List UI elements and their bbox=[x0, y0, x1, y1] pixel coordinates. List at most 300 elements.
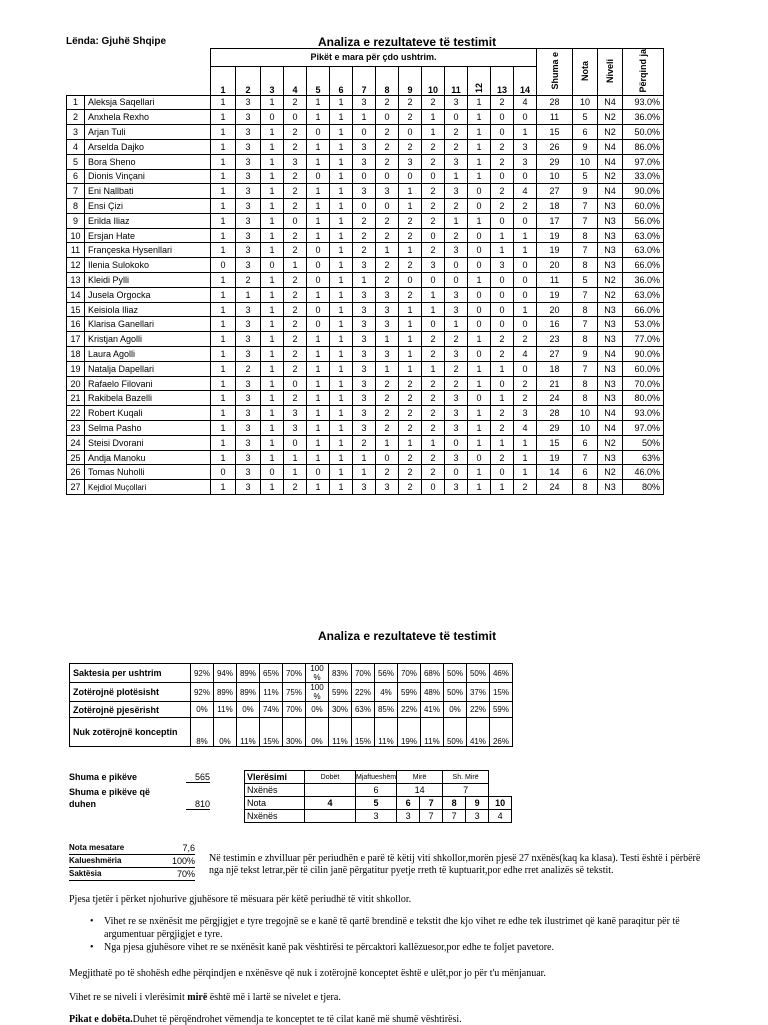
score-cell: 3 bbox=[445, 391, 468, 406]
score-cell: 3 bbox=[376, 184, 399, 199]
score-cell: 3 bbox=[445, 480, 468, 495]
table-row bbox=[67, 169, 664, 184]
score-cell: 2 bbox=[376, 391, 399, 406]
shuma-header bbox=[537, 49, 573, 96]
score-cell: 2 bbox=[422, 421, 445, 436]
score-cell: 1 bbox=[468, 139, 491, 154]
score-cell: 1 bbox=[307, 421, 330, 436]
sum-cell: 20 bbox=[537, 258, 573, 273]
grade-cell: 7 bbox=[573, 213, 598, 228]
percent-cell: 11% bbox=[329, 718, 352, 747]
sum-cell: 29 bbox=[537, 154, 573, 169]
percent-cell: 92% bbox=[191, 683, 214, 702]
stat-row bbox=[69, 868, 195, 881]
row-number: 3 bbox=[67, 125, 85, 140]
row-number: 26 bbox=[67, 465, 85, 480]
score-cell: 2 bbox=[514, 332, 537, 347]
student-name: Selma Pasho bbox=[85, 421, 211, 436]
percent-cell: 4% bbox=[375, 683, 398, 702]
sum-cell: 28 bbox=[537, 406, 573, 421]
level-cell: N3 bbox=[598, 258, 623, 273]
grade-cell: 7 bbox=[573, 361, 598, 376]
score-cell: 3 bbox=[236, 213, 261, 228]
table-row bbox=[67, 480, 664, 495]
score-cell: 3 bbox=[353, 332, 376, 347]
student-name: Kleidi Pylli bbox=[85, 273, 211, 288]
row-label-nxenes: Nxënës bbox=[245, 784, 305, 797]
score-cell: 1 bbox=[399, 361, 422, 376]
row-number: 15 bbox=[67, 302, 85, 317]
score-cell: 1 bbox=[399, 199, 422, 214]
score-cell: 1 bbox=[284, 450, 307, 465]
sum-cell: 23 bbox=[537, 332, 573, 347]
score-cell: 3 bbox=[236, 243, 261, 258]
score-cell: 3 bbox=[236, 435, 261, 450]
percent-cell: 83% bbox=[329, 664, 352, 683]
score-cell: 1 bbox=[468, 154, 491, 169]
perqindja-header-text: Përqind ja bbox=[638, 49, 648, 93]
score-cell: 1 bbox=[353, 273, 376, 288]
score-cell: 1 bbox=[445, 169, 468, 184]
score-cell: 2 bbox=[399, 391, 422, 406]
score-cell: 1 bbox=[307, 361, 330, 376]
score-cell: 3 bbox=[353, 184, 376, 199]
stats-block bbox=[69, 842, 195, 881]
p4-text: Duhet të përqëndrohet vëmendja te konceptet te të cilat kanë më shumë vështirësi. bbox=[132, 1014, 462, 1025]
student-name: Arjan Tuli bbox=[85, 125, 211, 140]
score-cell: 1 bbox=[330, 317, 353, 332]
score-cell: 2 bbox=[422, 154, 445, 169]
score-cell: 1 bbox=[330, 480, 353, 495]
score-cell: 3 bbox=[236, 228, 261, 243]
stat-value: 100% bbox=[171, 856, 195, 866]
score-cell: 1 bbox=[261, 302, 284, 317]
row-number: 13 bbox=[67, 273, 85, 288]
score-cell: 0 bbox=[491, 376, 514, 391]
score-cell: 1 bbox=[445, 213, 468, 228]
row-number: 16 bbox=[67, 317, 85, 332]
score-cell: 1 bbox=[261, 273, 284, 288]
score-cell: 4 bbox=[514, 95, 537, 110]
grade-cell: 9 bbox=[573, 139, 598, 154]
count-mjaftueshem: 6 bbox=[356, 784, 397, 797]
score-cell: 1 bbox=[307, 406, 330, 421]
score-cell: 1 bbox=[468, 435, 491, 450]
required-sum-label: Shuma e pikëve që duhen bbox=[69, 787, 151, 809]
score-cell: 0 bbox=[307, 302, 330, 317]
score-cell: 1 bbox=[468, 95, 491, 110]
row-number: 11 bbox=[67, 243, 85, 258]
percent-cell: 77.0% bbox=[623, 332, 664, 347]
student-name: Erilda Iliaz bbox=[85, 213, 211, 228]
score-cell: 3 bbox=[236, 258, 261, 273]
score-cell: 3 bbox=[353, 406, 376, 421]
score-cell: 0 bbox=[514, 213, 537, 228]
percent-cell: 90.0% bbox=[623, 347, 664, 362]
exercise-number-3: 3 bbox=[261, 66, 284, 95]
score-cell: 3 bbox=[236, 332, 261, 347]
percent-cell: 46.0% bbox=[623, 465, 664, 480]
percent-cell: 66.0% bbox=[623, 302, 664, 317]
score-cell: 2 bbox=[353, 228, 376, 243]
score-cell: 2 bbox=[284, 243, 307, 258]
grade-cell: 7 bbox=[573, 317, 598, 332]
percent-cell: 0% bbox=[444, 702, 467, 718]
table-row bbox=[67, 391, 664, 406]
row-label: Saktesia per ushtrim bbox=[70, 664, 191, 683]
exercise-number-13: 13 bbox=[491, 66, 514, 95]
score-cell: 2 bbox=[376, 154, 399, 169]
percent-cell: 0% bbox=[306, 718, 329, 747]
percent-cell: 56.0% bbox=[623, 213, 664, 228]
score-cell: 1 bbox=[445, 317, 468, 332]
table-row bbox=[67, 258, 664, 273]
score-cell: 0 bbox=[491, 287, 514, 302]
percent-cell: 33.0% bbox=[623, 169, 664, 184]
sum-value: 565 bbox=[186, 772, 210, 783]
header-vleresimi: Vlerësimi bbox=[245, 771, 305, 784]
row-label: Nuk zotërojnë konceptin bbox=[70, 718, 191, 747]
score-cell: 0 bbox=[211, 258, 236, 273]
level-cell: N2 bbox=[598, 169, 623, 184]
sum-cell: 19 bbox=[537, 287, 573, 302]
score-cell: 0 bbox=[422, 273, 445, 288]
score-cell: 2 bbox=[284, 317, 307, 332]
score-cell: 1 bbox=[307, 376, 330, 391]
student-name: Rafaelo Filovani bbox=[85, 376, 211, 391]
score-cell: 2 bbox=[445, 376, 468, 391]
score-cell: 2 bbox=[399, 95, 422, 110]
score-cell: 1 bbox=[468, 465, 491, 480]
score-cell: 0 bbox=[468, 450, 491, 465]
score-cell: 2 bbox=[399, 213, 422, 228]
score-cell: 3 bbox=[376, 287, 399, 302]
score-cell: 2 bbox=[399, 258, 422, 273]
score-cell: 1 bbox=[307, 287, 330, 302]
score-cell: 2 bbox=[491, 421, 514, 436]
score-cell: 0 bbox=[307, 317, 330, 332]
score-cell: 0 bbox=[307, 465, 330, 480]
score-cell: 1 bbox=[330, 376, 353, 391]
percent-cell: 66.0% bbox=[623, 258, 664, 273]
grade-cell: 6 bbox=[573, 465, 598, 480]
exercise-number-12 bbox=[468, 66, 491, 95]
score-cell: 2 bbox=[284, 347, 307, 362]
row-label-nxenes: Nxënës bbox=[245, 810, 305, 823]
percent-cell: 65% bbox=[260, 664, 283, 683]
score-cell: 1 bbox=[330, 95, 353, 110]
score-cell: 1 bbox=[399, 184, 422, 199]
sum-cell: 28 bbox=[537, 95, 573, 110]
percent-cell: 0% bbox=[306, 702, 329, 718]
score-cell: 3 bbox=[353, 347, 376, 362]
percent-cell: 53.0% bbox=[623, 317, 664, 332]
score-cell: 3 bbox=[445, 302, 468, 317]
score-cell: 1 bbox=[261, 213, 284, 228]
student-name: Jusela Orgocka bbox=[85, 287, 211, 302]
percent-cell: 30% bbox=[283, 718, 306, 747]
stat-label: Kalueshmëria bbox=[69, 856, 122, 865]
score-cell: 1 bbox=[284, 258, 307, 273]
percent-cell: 11% bbox=[237, 718, 260, 747]
score-cell: 0 bbox=[376, 169, 399, 184]
score-cell: 1 bbox=[211, 213, 236, 228]
stat-value: 7,6 bbox=[182, 843, 195, 853]
score-cell: 0 bbox=[445, 465, 468, 480]
score-cell: 1 bbox=[211, 332, 236, 347]
score-cell: 1 bbox=[261, 421, 284, 436]
score-cell: 0 bbox=[284, 435, 307, 450]
row-label: Zotërojnë pjesërisht bbox=[70, 702, 191, 718]
score-cell: 1 bbox=[376, 332, 399, 347]
score-cell: 2 bbox=[422, 406, 445, 421]
exercise-group-header: Pikët e mara për çdo ushtrim. bbox=[211, 49, 537, 67]
score-cell: 1 bbox=[307, 213, 330, 228]
paragraph-4 bbox=[69, 1014, 729, 1025]
score-cell: 1 bbox=[422, 302, 445, 317]
sum-cell: 24 bbox=[537, 480, 573, 495]
percent-cell: 15% bbox=[352, 718, 375, 747]
score-cell: 3 bbox=[353, 154, 376, 169]
score-cell: 2 bbox=[376, 95, 399, 110]
table-row bbox=[67, 243, 664, 258]
student-name: Kristjan Agolli bbox=[85, 332, 211, 347]
table-row bbox=[67, 125, 664, 140]
row-number: 25 bbox=[67, 450, 85, 465]
count-value: 3 bbox=[466, 810, 489, 823]
score-cell: 1 bbox=[307, 199, 330, 214]
percent-cell: 60.0% bbox=[623, 199, 664, 214]
level-cell: N2 bbox=[598, 435, 623, 450]
level-cell: N4 bbox=[598, 347, 623, 362]
level-cell: N4 bbox=[598, 421, 623, 436]
score-cell: 3 bbox=[236, 347, 261, 362]
percent-cell: 63.0% bbox=[623, 228, 664, 243]
score-cell: 3 bbox=[236, 376, 261, 391]
score-cell: 1 bbox=[468, 125, 491, 140]
sum-cell: 19 bbox=[537, 450, 573, 465]
percent-cell: 80% bbox=[623, 480, 664, 495]
accuracy-row bbox=[70, 683, 513, 702]
percent-cell: 94% bbox=[214, 664, 237, 683]
percent-cell: 60.0% bbox=[623, 361, 664, 376]
student-name: Tomas Nuholli bbox=[85, 465, 211, 480]
score-cell: 2 bbox=[284, 228, 307, 243]
table-row bbox=[67, 347, 664, 362]
score-cell: 1 bbox=[491, 228, 514, 243]
score-cell: 2 bbox=[376, 406, 399, 421]
score-cell: 2 bbox=[236, 273, 261, 288]
score-cell: 1 bbox=[514, 302, 537, 317]
accuracy-row bbox=[70, 702, 513, 718]
score-cell: 1 bbox=[422, 125, 445, 140]
score-cell: 2 bbox=[284, 287, 307, 302]
level-cell: N3 bbox=[598, 317, 623, 332]
level-cell: N2 bbox=[598, 273, 623, 288]
score-cell: 0 bbox=[261, 258, 284, 273]
row-number: 7 bbox=[67, 184, 85, 199]
score-cell: 2 bbox=[491, 154, 514, 169]
score-cell: 2 bbox=[445, 228, 468, 243]
score-cell: 0 bbox=[261, 110, 284, 125]
score-cell: 3 bbox=[353, 361, 376, 376]
sum-cell: 16 bbox=[537, 317, 573, 332]
score-cell: 2 bbox=[445, 199, 468, 214]
score-cell: 1 bbox=[211, 95, 236, 110]
score-cell: 2 bbox=[491, 406, 514, 421]
level-cell: N2 bbox=[598, 125, 623, 140]
sum-cell: 26 bbox=[537, 139, 573, 154]
score-cell: 1 bbox=[514, 435, 537, 450]
percent-cell: 63.0% bbox=[623, 243, 664, 258]
row-number: 14 bbox=[67, 287, 85, 302]
score-cell: 3 bbox=[445, 154, 468, 169]
score-cell: 1 bbox=[211, 273, 236, 288]
score-cell: 1 bbox=[422, 110, 445, 125]
score-cell: 2 bbox=[422, 465, 445, 480]
grade-cell: 10 bbox=[573, 421, 598, 436]
score-cell: 1 bbox=[514, 125, 537, 140]
score-cell: 1 bbox=[399, 435, 422, 450]
score-cell: 3 bbox=[353, 139, 376, 154]
scores-table bbox=[66, 48, 664, 495]
score-cell: 0 bbox=[468, 199, 491, 214]
grade-cell: 7 bbox=[573, 243, 598, 258]
grade-cell: 6 bbox=[573, 435, 598, 450]
score-cell: 3 bbox=[236, 391, 261, 406]
student-name: Andja Manoku bbox=[85, 450, 211, 465]
score-cell: 0 bbox=[468, 243, 491, 258]
score-cell: 3 bbox=[284, 154, 307, 169]
table-row bbox=[67, 213, 664, 228]
score-cell: 3 bbox=[376, 302, 399, 317]
score-cell: 2 bbox=[353, 213, 376, 228]
row-number: 21 bbox=[67, 391, 85, 406]
score-cell: 3 bbox=[399, 154, 422, 169]
student-name: Dionis Vinçani bbox=[85, 169, 211, 184]
student-name: Arselda Dajko bbox=[85, 139, 211, 154]
blank-cell bbox=[67, 66, 211, 95]
student-name: Ilenia Sulokoko bbox=[85, 258, 211, 273]
score-cell: 1 bbox=[211, 110, 236, 125]
score-cell: 3 bbox=[353, 258, 376, 273]
nota-header-text: Nota bbox=[580, 60, 590, 81]
stat-row bbox=[69, 855, 195, 868]
level-cell: N4 bbox=[598, 184, 623, 199]
bullet-item: • Nga pjesa gjuhësore vihet re se nxënësit kanë pak vështirësi te përcaktori kallëzuesor,por edhe te foljet pavetore. bbox=[90, 942, 554, 953]
score-cell: 1 bbox=[307, 228, 330, 243]
table-row bbox=[67, 184, 664, 199]
student-name: Kejdiol Muçollari bbox=[85, 480, 211, 495]
score-cell: 1 bbox=[468, 213, 491, 228]
score-cell: 2 bbox=[491, 332, 514, 347]
grade-cell: 6 bbox=[573, 125, 598, 140]
row-number: 6 bbox=[67, 169, 85, 184]
grade-value: 9 bbox=[466, 797, 489, 810]
score-cell: 3 bbox=[491, 258, 514, 273]
score-cell: 0 bbox=[491, 125, 514, 140]
score-cell: 2 bbox=[353, 243, 376, 258]
exercise-number-11: 11 bbox=[445, 66, 468, 95]
niveli-header bbox=[598, 49, 623, 96]
row-number: 5 bbox=[67, 154, 85, 169]
score-cell: 1 bbox=[261, 435, 284, 450]
p4-bold: Pikat e dobëta. bbox=[69, 1014, 133, 1025]
score-cell: 3 bbox=[376, 317, 399, 332]
score-cell: 0 bbox=[491, 317, 514, 332]
score-cell: 3 bbox=[236, 317, 261, 332]
grade-value: 6 bbox=[397, 797, 420, 810]
percent-cell: 89% bbox=[214, 683, 237, 702]
row-number: 8 bbox=[67, 199, 85, 214]
exercise-number-1: 1 bbox=[211, 66, 236, 95]
row-number: 2 bbox=[67, 110, 85, 125]
score-cell: 2 bbox=[399, 406, 422, 421]
score-cell: 2 bbox=[284, 361, 307, 376]
nota-header bbox=[573, 49, 598, 96]
score-cell: 2 bbox=[422, 243, 445, 258]
percent-cell: 0% bbox=[237, 702, 260, 718]
score-cell: 3 bbox=[236, 406, 261, 421]
score-cell: 1 bbox=[211, 406, 236, 421]
grade-cell: 9 bbox=[573, 347, 598, 362]
score-cell: 0 bbox=[261, 465, 284, 480]
percent-cell: 70% bbox=[283, 702, 306, 718]
table-row bbox=[67, 450, 664, 465]
score-cell: 1 bbox=[330, 287, 353, 302]
level-cell: N3 bbox=[598, 450, 623, 465]
score-cell: 1 bbox=[514, 450, 537, 465]
score-cell: 0 bbox=[284, 213, 307, 228]
count-value: 7 bbox=[420, 810, 443, 823]
score-cell: 0 bbox=[514, 361, 537, 376]
score-cell: 2 bbox=[399, 110, 422, 125]
percent-cell: 30% bbox=[329, 702, 352, 718]
score-cell: 0 bbox=[399, 169, 422, 184]
count-value: 3 bbox=[397, 810, 420, 823]
exercise-number-14: 14 bbox=[514, 66, 537, 95]
score-cell: 2 bbox=[284, 480, 307, 495]
sum-cell: 27 bbox=[537, 347, 573, 362]
score-cell: 1 bbox=[307, 110, 330, 125]
score-cell: 1 bbox=[261, 139, 284, 154]
score-cell: 1 bbox=[468, 332, 491, 347]
sum-cell: 10 bbox=[537, 169, 573, 184]
score-cell: 1 bbox=[330, 243, 353, 258]
grade-value: 4 bbox=[305, 797, 356, 810]
score-cell: 1 bbox=[307, 450, 330, 465]
score-cell: 1 bbox=[211, 184, 236, 199]
table-row bbox=[67, 421, 664, 436]
score-cell: 1 bbox=[211, 243, 236, 258]
score-cell: 1 bbox=[261, 184, 284, 199]
level-cell: N3 bbox=[598, 199, 623, 214]
percent-cell: 92% bbox=[191, 664, 214, 683]
score-cell: 0 bbox=[514, 110, 537, 125]
score-cell: 1 bbox=[491, 435, 514, 450]
score-cell: 3 bbox=[514, 139, 537, 154]
score-cell: 3 bbox=[236, 95, 261, 110]
sum-cell: 19 bbox=[537, 243, 573, 258]
score-cell: 1 bbox=[307, 347, 330, 362]
score-cell: 0 bbox=[468, 184, 491, 199]
score-cell: 3 bbox=[236, 169, 261, 184]
level-cell: N3 bbox=[598, 361, 623, 376]
exercise-number-8: 8 bbox=[376, 66, 399, 95]
table-row bbox=[67, 95, 664, 110]
score-cell: 0 bbox=[445, 273, 468, 288]
score-cell: 3 bbox=[236, 480, 261, 495]
